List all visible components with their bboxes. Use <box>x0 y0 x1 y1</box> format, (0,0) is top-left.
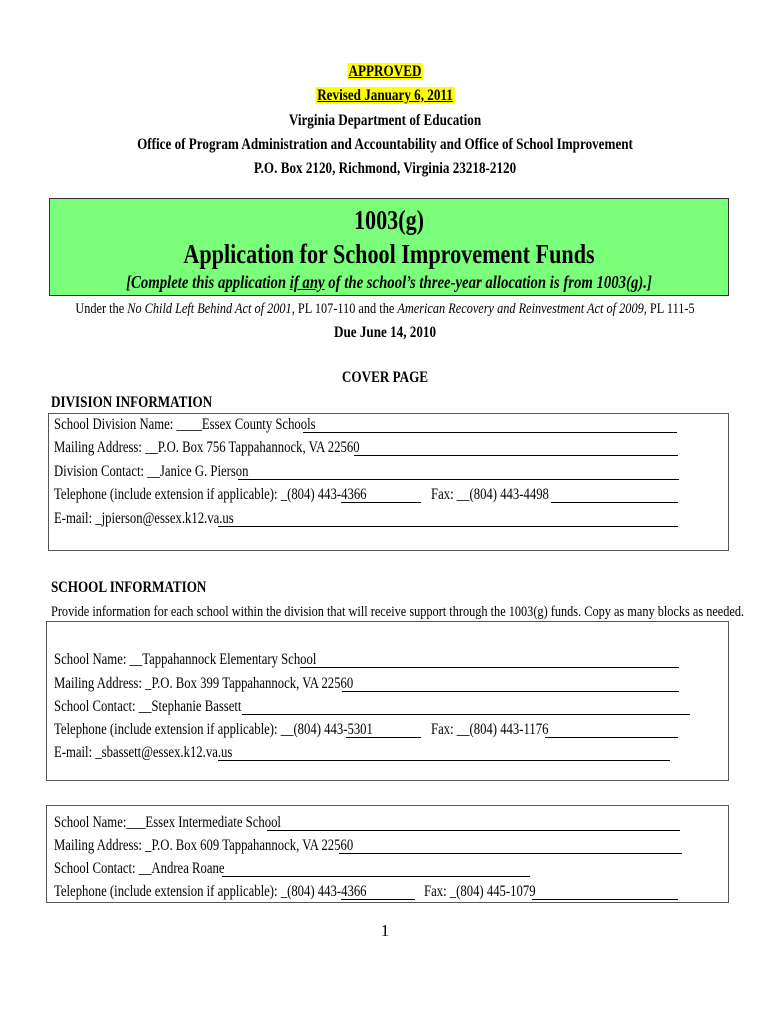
division-mailing-field[interactable]: Mailing Address: __P.O. Box 756 Tappahannock, VA 22560 <box>54 439 360 456</box>
division-fax-field[interactable]: Fax: __(804) 443-4498 <box>431 486 549 503</box>
school-info-heading: SCHOOL INFORMATION <box>51 579 207 596</box>
division-name-field[interactable]: School Division Name: ____Essex County Schools <box>54 416 316 433</box>
school-2-contact-field[interactable]: School Contact: __Andrea Roane <box>54 860 225 877</box>
division-email-field[interactable]: E-mail: _jpierson@essex.k12.va.us <box>54 510 234 527</box>
school-1-name-underline <box>300 667 679 668</box>
school-1-contact-field[interactable]: School Contact: __Stephanie Bassett <box>54 698 242 715</box>
school-1-mailing-field[interactable]: Mailing Address: _P.O. Box 399 Tappahannock, VA 22560 <box>54 675 354 692</box>
division-phone-field[interactable]: Telephone (include extension if applicable): _(804) 443-4366 <box>54 486 367 503</box>
school-1-fax-field[interactable]: Fax: __(804) 443-1176 <box>431 721 549 738</box>
school-info-instructions: Provide information for each school within the division that will receive support through the 1003(g) funds. Copy as many blocks as needed. <box>51 604 745 620</box>
school-2-fax-underline <box>532 899 678 900</box>
school-1-email-underline <box>218 760 670 761</box>
form-code: 1003(g) <box>353 205 425 235</box>
school-2-name-underline <box>267 830 680 831</box>
division-fax-underline <box>551 502 678 503</box>
school-2-contact-underline <box>222 876 530 877</box>
school-2-mailing-field[interactable]: Mailing Address: _P.O. Box 609 Tappahannock, VA 22560 <box>54 837 354 854</box>
school-1-email-field[interactable]: E-mail: _sbassett@essex.k12.va.us <box>54 744 233 761</box>
school-1-contact-underline <box>242 714 690 715</box>
school-2-name-field[interactable]: School Name:___Essex Intermediate School <box>54 814 281 831</box>
school-1-fax-underline <box>545 737 678 738</box>
division-email-underline <box>218 526 678 527</box>
division-contact-field[interactable]: Division Contact: __Janice G. Pierson <box>54 463 249 480</box>
school-1-mailing-underline <box>342 691 679 692</box>
division-mailing-underline <box>354 455 678 456</box>
form-note: [Complete this application if any of the school’s three-year allocation is from 1003(g).] <box>126 272 652 292</box>
office-name: Office of Program Administration and Accountability and Office of School Improvement <box>137 136 633 153</box>
division-name-underline <box>303 432 677 433</box>
law-reference: Under the No Child Left Behind Act of 2001, PL 107-110 and the American Recovery and Reinvestment Act of 2009, PL 111-5 <box>75 301 695 317</box>
cover-page-heading: COVER PAGE <box>341 369 429 386</box>
school-2-mailing-underline <box>339 853 682 854</box>
school-1-phone-underline <box>346 737 421 738</box>
office-address: P.O. Box 2120, Richmond, Virginia 23218-2120 <box>253 160 517 177</box>
revised-date: Revised January 6, 2011 <box>317 87 453 104</box>
due-date: Due June 14, 2010 <box>333 324 437 341</box>
form-title: Application for School Improvement Funds <box>183 239 595 269</box>
school-2-phone-underline <box>341 899 415 900</box>
approved-label: APPROVED <box>348 63 422 80</box>
page-number: 1 <box>380 921 390 940</box>
division-phone-underline <box>341 502 421 503</box>
division-contact-underline <box>238 479 679 480</box>
school-2-phone-field[interactable]: Telephone (include extension if applicable): _(804) 443-4366 <box>54 883 367 900</box>
school-2-fax-field[interactable]: Fax: _(804) 445-1079 <box>424 883 536 900</box>
department-name: Virginia Department of Education <box>288 112 482 129</box>
school-1-name-field[interactable]: School Name: __Tappahannock Elementary School <box>54 651 317 668</box>
school-1-phone-field[interactable]: Telephone (include extension if applicable): __(804) 443-5301 <box>54 721 373 738</box>
title-box <box>49 198 729 296</box>
division-heading: DIVISION INFORMATION <box>51 394 213 411</box>
